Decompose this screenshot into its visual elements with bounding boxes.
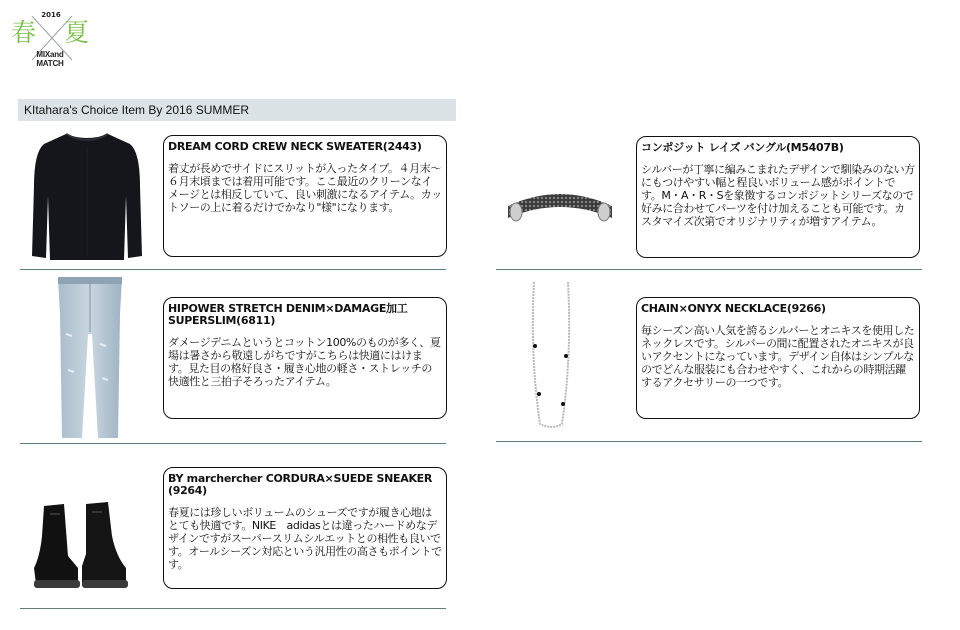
item-title: HIPOWER STRETCH DENIM×DAMAGE加工 SUPERSLIM(6811) — [168, 302, 408, 327]
necklace-image[interactable] — [526, 276, 576, 432]
sweater-image[interactable] — [26, 126, 148, 266]
logo-kanji-spring: 春 — [11, 18, 37, 47]
divider — [20, 269, 446, 270]
divider — [496, 269, 922, 270]
item-card — [163, 467, 447, 589]
divider — [20, 443, 446, 444]
item-description: 毎シーズン高い人気を誇るシルバーとオニキスを使用したネックレスです。シルバーの間に配置されたオニキスが良いアクセントになっています。デザイン自体はシンプルなのでどんな服装にも合わせやすく、これからの時期活躍するアクセサリーの一つです。 — [641, 324, 915, 389]
item-description: 着丈が長めでサイドにスリットが入ったタイプ。４月末〜６月末頃までは着用可能です。ここ最近のクリーンなイメージとは相反していて、良い刺激になるアイテム。カットソーの上に着るだけでかなり"様"になります。 — [168, 162, 442, 214]
divider — [496, 441, 922, 442]
item-card — [163, 135, 447, 257]
divider — [20, 608, 446, 609]
logo-text-line1: MIXand — [36, 50, 64, 59]
logo-kanji-summer: 夏 — [64, 18, 90, 47]
logo-text-line2: MATCH — [36, 59, 64, 68]
item-description: ダメージデニムというとコットン100%のものが多く、夏場は暑さから敬遠しがちですがこちらは快適にはけます。見た目の格好良さ・履き心地の軽さ・ストレッチの快適性と三拍子そろったアイテム。 — [168, 336, 441, 388]
logo-text — [28, 50, 72, 68]
mix-and-match-logo — [8, 6, 94, 68]
denim-image[interactable] — [52, 274, 128, 440]
section-title: KItahara's Choice Item By 2016 SUMMER — [24, 103, 250, 117]
sneaker-image[interactable] — [30, 496, 130, 594]
item-card — [636, 297, 920, 419]
item-card — [636, 136, 920, 258]
section-header — [18, 99, 456, 121]
logo-year: 2016 — [41, 11, 61, 19]
bangle-image[interactable] — [500, 176, 620, 232]
item-title: DREAM CORD CREW NECK SWEATER(2443) — [168, 140, 422, 153]
item-title: コンポジット レイズ バングル(M5407B) — [641, 141, 844, 154]
item-title: CHAIN×ONYX NECKLACE(9266) — [641, 302, 826, 315]
item-description: 春夏には珍しいボリュームのシューズですが履き心地はとても快適です。NIKE adidasとは違ったハードめなデザインですがスーパースリムシルエットとの相性も良いです。オールシーズン対応という汎用性の高さもポイントです。 — [168, 506, 442, 571]
item-title: BY marchercher CORDURA×SUEDE SNEAKER (9264) — [168, 472, 433, 497]
item-description: シルバーが丁寧に編みこまれたデザインで馴染みのない方にもつけやすい幅と程良いボリューム感がポイントです。M・A・R・Sを象徴するコンポジットシリーズなので好みに合わせてパーツを付け加えることも可能です。カスタマイズ次第でオリジナリティが増すアイテム。 — [641, 163, 915, 228]
item-card — [163, 297, 447, 419]
